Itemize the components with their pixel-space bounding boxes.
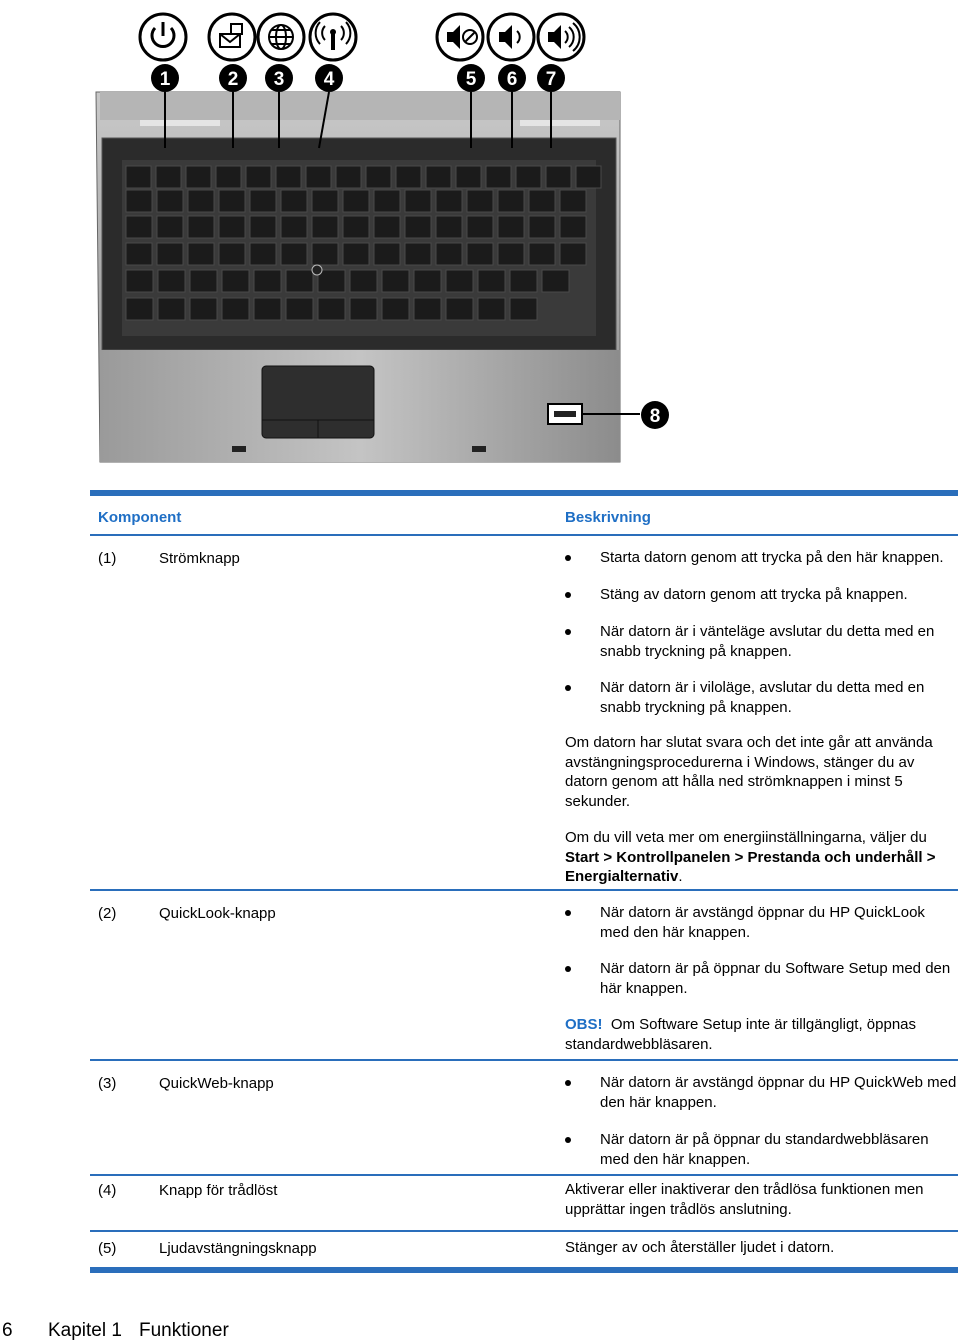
- header-description: Beskrivning: [565, 509, 651, 526]
- bullet-item: När datorn är på öppnar du standardwebbläsaren med den här knappen.: [565, 1130, 957, 1169]
- chapter-title: Funktioner: [139, 1320, 229, 1341]
- mute-icon: [437, 14, 483, 60]
- table-row: (1) Strömknapp Starta datorn genom att trycka på den här knappen. Stäng av datorn genom att trycka på knappen. När datorn är i vänteläge avslutar du detta med en snabb tryckning på knappen. När datorn är i viloläge, avslutar du detta med en snabb tryckning på knappen. Om datorn har slutat svara och det inte går att använda avstängningsprocedurerna i Windows, stänger du av datorn genom att hålla ned strömknappen i minst 5 sekunder. Om du vill veta mer om energiinställningarna, väljer du Start > Kontrollpanelen > Prestanda och underhåll > Energialternativ.: [90, 536, 958, 891]
- callout-4: [315, 64, 343, 92]
- callout-5: [457, 64, 485, 92]
- svg-text:6: 6: [506, 69, 518, 90]
- svg-text:4: 4: [323, 69, 335, 90]
- quicklook-icon: [209, 14, 255, 60]
- description-paragraph: Om datorn har slutat svara och det inte går att använda avstängningsprocedurerna i Windows, stänger du av datorn genom att hålla ned strömknappen i minst 5 sekunder.: [565, 734, 933, 810]
- power-icon: [140, 14, 186, 60]
- page-number: 6: [2, 1320, 13, 1341]
- description-paragraph: Stänger av och återställer ljudet i datorn.: [565, 1239, 835, 1256]
- callout-7: [537, 64, 565, 92]
- bullet-item: När datorn är i viloläge, avslutar du detta med en snabb tryckning på knappen.: [565, 678, 957, 717]
- table-row: (4) Knapp för trådlöst Aktiverar eller inaktiverar den trådlösa funktionen men upprättar ingen trådlös anslutning.: [90, 1176, 958, 1232]
- svg-text:3: 3: [273, 69, 285, 90]
- callout-8: [641, 401, 669, 429]
- callout-2: [219, 64, 247, 92]
- volume-up-icon: [538, 14, 584, 60]
- wireless-icon: [310, 14, 356, 60]
- callout-3: [265, 64, 293, 92]
- volume-down-icon: [488, 14, 534, 60]
- bullet-item: När datorn är avstängd öppnar du HP QuickWeb med den här knappen.: [565, 1073, 957, 1112]
- callout-1: [151, 64, 179, 92]
- chapter-label: Kapitel 1: [48, 1320, 122, 1341]
- laptop-illustration: [0, 0, 960, 470]
- table-row: (2) QuickLook-knapp När datorn är avstängd öppnar du HP QuickLook med den här knappen. När datorn är på öppnar du Software Setup med den här knappen. OBS! Om Software Setup inte är tillgängligt, öppnas standardwebbläsaren.: [90, 891, 958, 1061]
- table-row: (3) QuickWeb-knapp När datorn är avstängd öppnar du HP QuickWeb med den här knappen. När datorn är på öppnar du standardwebbläsaren med den här knappen.: [90, 1061, 958, 1176]
- quickweb-icon: [258, 14, 304, 60]
- table-row: (5) Ljudavstängningsknapp Stänger av och återställer ljudet i datorn.: [90, 1232, 958, 1273]
- svg-text:2: 2: [227, 69, 239, 90]
- svg-text:1: 1: [159, 69, 171, 90]
- header-component: Komponent: [98, 509, 182, 526]
- bullet-item: Starta datorn genom att trycka på den här knappen.: [565, 548, 957, 568]
- description-paragraph: Om du vill veta mer om energiinställningarna, väljer du Start > Kontrollpanelen > Prestanda och underhåll > Energialternativ.: [565, 829, 936, 885]
- table-header: [90, 496, 958, 536]
- description-paragraph: Aktiverar eller inaktiverar den trådlösa funktionen men upprättar ingen trådlös anslutning.: [565, 1181, 924, 1218]
- bullet-item: När datorn är avstängd öppnar du HP QuickLook med den här knappen.: [565, 903, 957, 942]
- svg-text:5: 5: [465, 69, 477, 90]
- component-table: [90, 490, 958, 1273]
- svg-text:7: 7: [545, 69, 557, 90]
- note: OBS! Om Software Setup inte är tillgängligt, öppnas standardwebbläsaren.: [565, 1016, 917, 1053]
- bullet-item: Stäng av datorn genom att trycka på knappen.: [565, 585, 957, 605]
- callout-6: [498, 64, 526, 92]
- bullet-item: När datorn är på öppnar du Software Setup med den här knappen.: [565, 959, 957, 998]
- bullet-item: När datorn är i vänteläge avslutar du detta med en snabb tryckning på knappen.: [565, 622, 957, 661]
- svg-text:8: 8: [649, 406, 661, 427]
